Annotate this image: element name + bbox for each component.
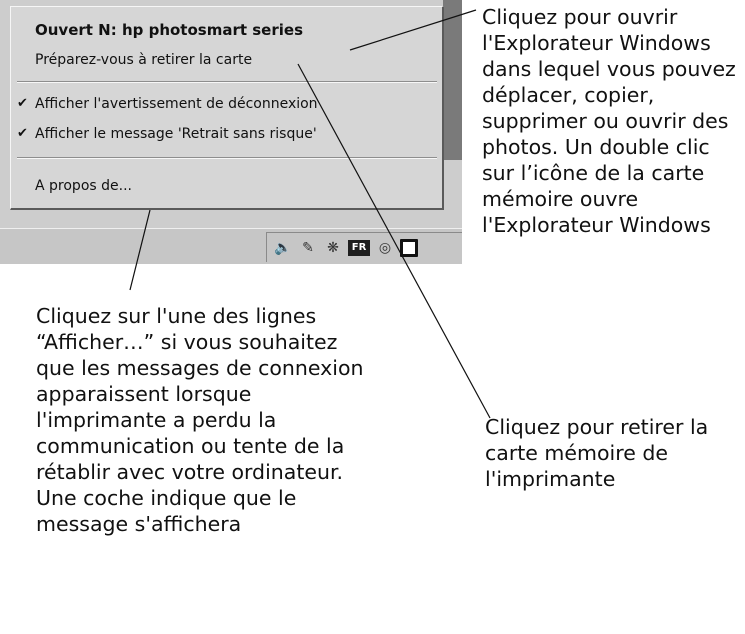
volume-icon[interactable]: 🔈 xyxy=(274,239,292,256)
callout-remove-card: Cliquez pour retirer la carte mémoire de l'imprimante xyxy=(485,415,709,491)
pen-icon[interactable]: ✎ xyxy=(302,239,314,256)
leader-line-show-lines xyxy=(130,210,150,290)
network-icon[interactable]: ❋ xyxy=(327,239,339,256)
language-indicator[interactable]: FR xyxy=(348,240,370,256)
menu-item-label: Ouvert N: hp photosmart series xyxy=(35,21,303,39)
callout-show-lines: Cliquez sur l'une des lignes “Afficher…” si vous souhaitez que les messages de connexion apparaissent lorsque l'imprimante a perdu la communication ou tente de la rétablir avec votre ordinateur. Une coche indique que le message s'affichera xyxy=(36,304,364,536)
checkmark-icon: ✔ xyxy=(17,96,28,111)
menu-item-label: Préparez-vous à retirer la carte xyxy=(35,52,253,68)
callout-open-explorer: Cliquez pour ouvrir l'Explorateur Windows dans lequel vous pouvez déplacer, copier, supprimer ou ouvrir des photos. Un double clic sur l’icône de la carte mémoire ouvre l'Explorateur Windows xyxy=(482,5,736,237)
leader-line-open-explorer xyxy=(350,10,476,50)
globe-icon[interactable]: ◎ xyxy=(378,239,392,256)
checkmark-icon: ✔ xyxy=(17,126,28,141)
menu-item-label: Afficher l'avertissement de déconnexion xyxy=(35,96,318,112)
menu-item-label: A propos de... xyxy=(35,178,132,194)
menu-item-label: Afficher le message 'Retrait sans risque' xyxy=(35,126,317,142)
